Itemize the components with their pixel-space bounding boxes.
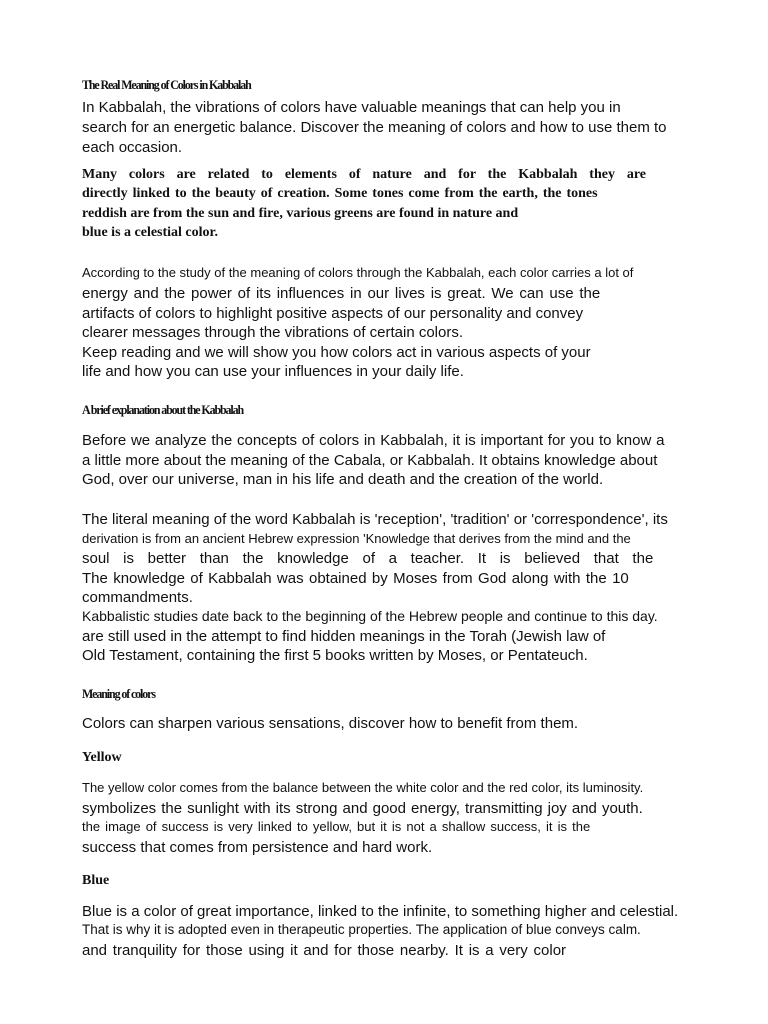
text-line: energy and the power of its influences in our lives is great. We can use the: [82, 285, 601, 302]
section-heading: A brief explanation about the Kabbalah: [82, 402, 244, 417]
text-line: In Kabbalah, the vibrations of colors have valuable meanings that can help you in: [82, 99, 621, 116]
text-line: Many colors are related to elements of nature and for the Kabbalah they are: [82, 167, 647, 182]
text-line: symbolizes the sunlight with its strong and good energy, transmitting joy and youth.: [82, 800, 643, 817]
section-heading: Meaning of colors: [82, 686, 155, 701]
text-line: According to the study of the meaning of colors through the Kabbalah, each color carries a lot of: [82, 265, 634, 280]
text-line: clearer messages through the vibrations of certain colors.: [82, 324, 464, 341]
text-line: each occasion.: [82, 139, 183, 156]
text-line: are still used in the attempt to find hidden meanings in the Torah (Jewish law of: [82, 628, 606, 645]
text-line: Old Testament, containing the first 5 books written by Moses, or Pentateuch.: [82, 647, 588, 664]
text-line: reddish are from the sun and fire, various greens are found in nature and: [82, 206, 519, 221]
text-line: blue is a celestial color.: [82, 225, 218, 240]
text-line: commandments.: [82, 589, 193, 606]
text-line: the image of success is very linked to yellow, but it is not a shallow success, it is the: [82, 819, 591, 834]
text-line: Kabbalistic studies date back to the beginning of the Hebrew people and continue to this day.: [82, 608, 658, 624]
text-line: Blue is a color of great importance, linked to the infinite, to something higher and celestial.: [82, 903, 679, 920]
text-line: That is why it is adopted even in therapeutic properties. The application of blue conveys calm.: [82, 922, 641, 937]
text-line: Keep reading and we will show you how colors act in various aspects of your: [82, 344, 591, 361]
section-heading: Blue: [82, 873, 110, 888]
text-line: God, over our universe, man in his life and death and the creation of the world.: [82, 471, 604, 488]
text-line: life and how you can use your influences in your daily life.: [82, 363, 464, 380]
section-heading: Yellow: [82, 750, 122, 765]
text-line: The yellow color comes from the balance between the white color and the red color, its luminosity.: [82, 780, 644, 795]
text-line: search for an energetic balance. Discover the meaning of colors and how to use them to: [82, 119, 667, 136]
text-line: success that comes from persistence and hard work.: [82, 839, 433, 856]
text-line: Before we analyze the concepts of colors in Kabbalah, it is important for you to know a: [82, 432, 665, 449]
page-title: The Real Meaning of Colors in Kabbalah: [82, 77, 251, 92]
text-line: The knowledge of Kabbalah was obtained by Moses from God along with the 10: [82, 570, 629, 587]
text-line: soul is better than the knowledge of a teacher. It is believed that the: [82, 550, 654, 567]
text-line: a little more about the meaning of the Cabala, or Kabbalah. It obtains knowledge about: [82, 452, 658, 469]
text-line: The literal meaning of the word Kabbalah is 'reception', 'tradition' or 'correspondence', its: [82, 511, 668, 528]
text-line: derivation is from an ancient Hebrew expression 'Knowledge that derives from the mind and the: [82, 531, 631, 546]
text-line: and tranquility for those using it and for those nearby. It is a very color: [82, 942, 567, 959]
text-line: Colors can sharpen various sensations, discover how to benefit from them.: [82, 715, 579, 732]
text-line: artifacts of colors to highlight positive aspects of our personality and convey: [82, 305, 584, 322]
text-line: directly linked to the beauty of creation. Some tones come from the earth, the tones: [82, 186, 598, 201]
